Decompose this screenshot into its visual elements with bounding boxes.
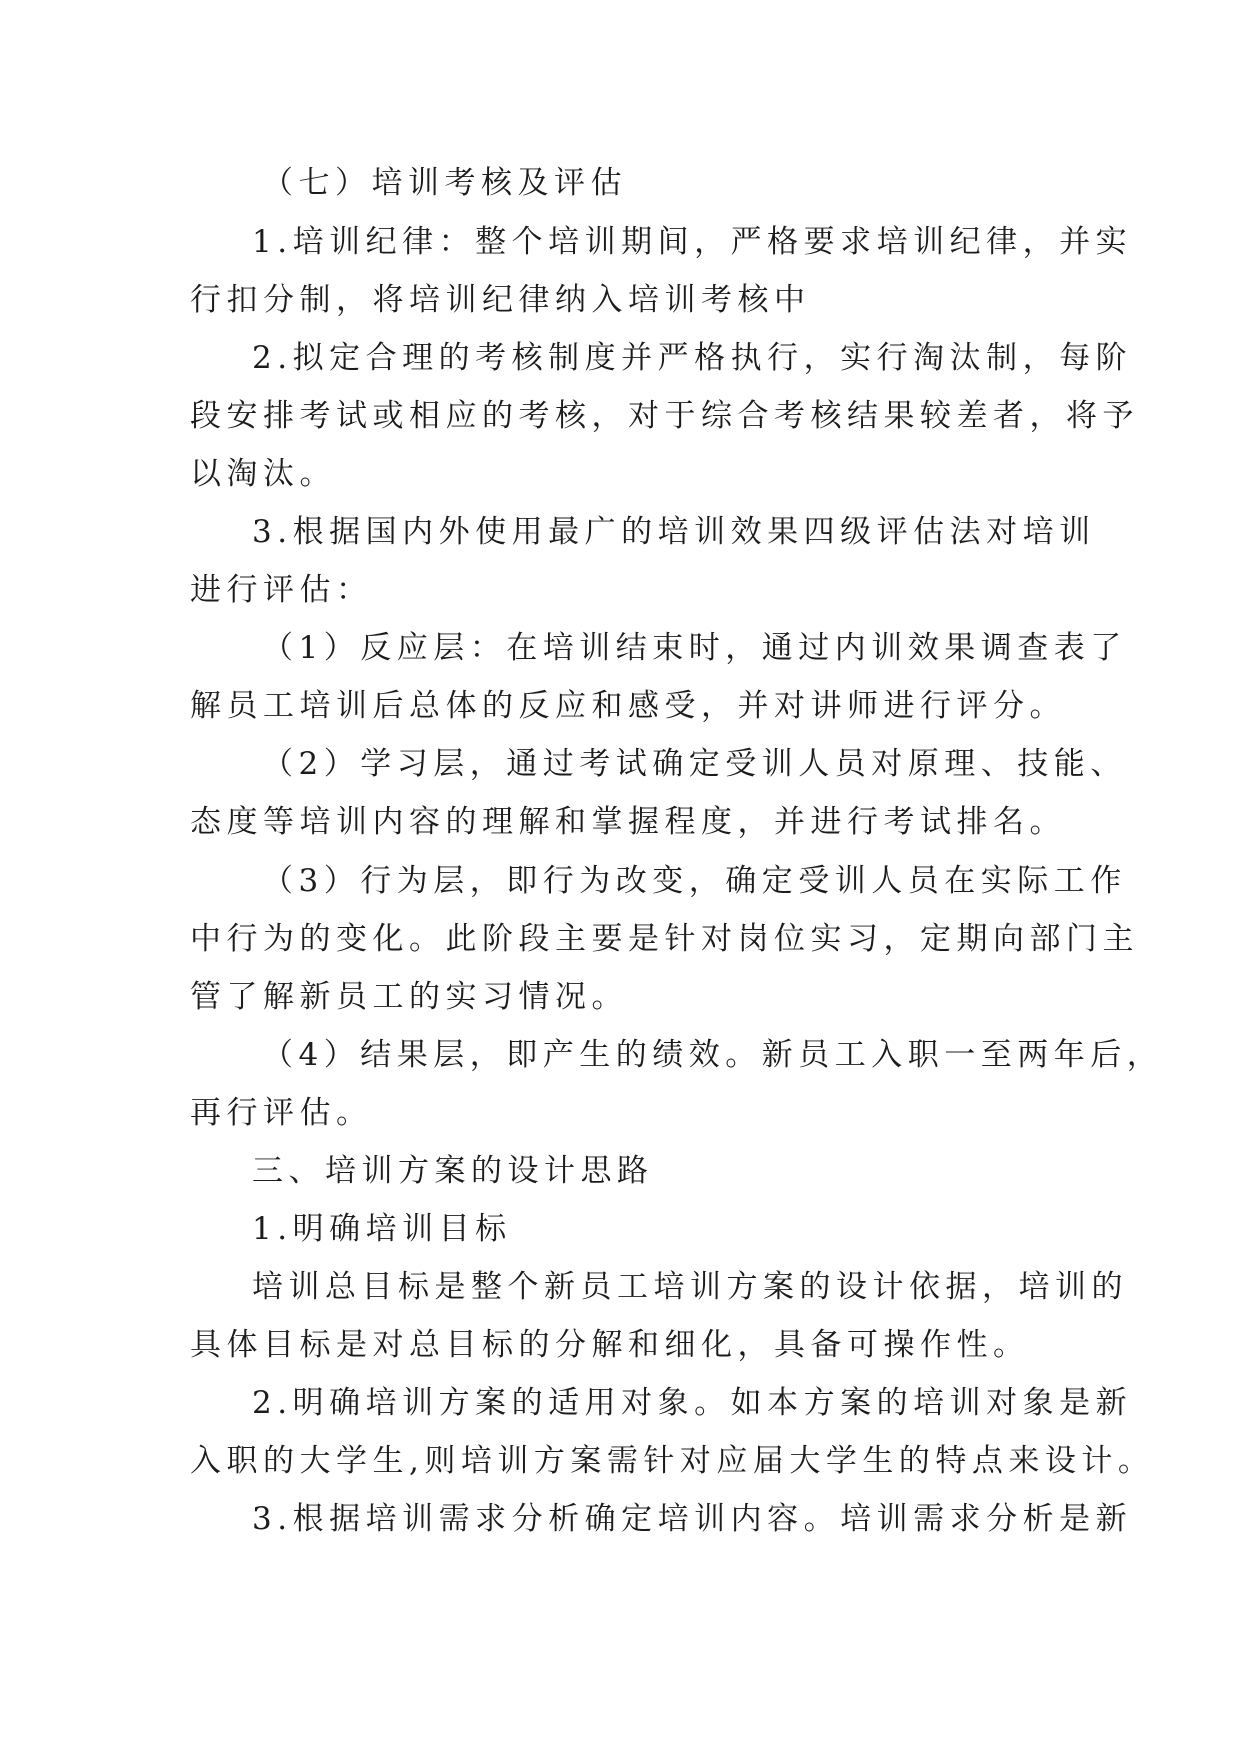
paragraph-line: 进行评估： — [190, 572, 373, 608]
paragraph-line: （3）行为层，即行为改变，确定受训人员在实际工作 — [262, 863, 1127, 899]
paragraph-line: 3.根据国内外使用最广的培训效果四级评估法对培训 — [252, 514, 1096, 550]
section-heading-assessment: （七）培训考核及评估 — [262, 165, 627, 201]
paragraph-line: （1）反应层：在培训结束时，通过内训效果调查表了 — [262, 630, 1127, 666]
section-heading-design: 三、培训方案的设计思路 — [252, 1153, 654, 1189]
paragraph-line: 具体目标是对总目标的分解和细化，具备可操作性。 — [190, 1327, 1030, 1363]
paragraph-line: 2.明确培训方案的适用对象。如本方案的培训对象是新 — [252, 1385, 1133, 1421]
paragraph-line: 培训总目标是整个新员工培训方案的设计依据，培训的 — [252, 1269, 1128, 1305]
paragraph-line: 3.根据培训需求分析确定培训内容。培训需求分析是新 — [252, 1501, 1133, 1537]
paragraph-line: 入职的大学生,则培训方案需针对应届大学生的特点来设计。 — [190, 1443, 1155, 1479]
paragraph-line: 态度等培训内容的理解和掌握程度，并进行考试排名。 — [190, 804, 1066, 840]
paragraph-line: 再行评估。 — [190, 1095, 373, 1131]
paragraph-line: （2）学习层，通过考试确定受训人员对原理、技能、 — [262, 746, 1127, 782]
paragraph-line: 管了解新员工的实习情况。 — [190, 979, 628, 1015]
paragraph-line: 中行为的变化。此阶段主要是针对岗位实习，定期向部门主 — [190, 921, 1139, 957]
subheading-line: 1.明确培训目标 — [252, 1211, 512, 1247]
paragraph-line: 1.培训纪律：整个培训期间，严格要求培训纪律，并实 — [252, 224, 1133, 260]
paragraph-line: 段安排考试或相应的考核，对于综合考核结果较差者，将予 — [190, 398, 1139, 434]
paragraph-line: （4）结果层，即产生的绩效。新员工入职一至两年后， — [262, 1037, 1164, 1073]
paragraph-line: 解员工培训后总体的反应和感受，并对讲师进行评分。 — [190, 688, 1066, 724]
paragraph-line: 以淘汰。 — [190, 456, 336, 492]
paragraph-line: 2.拟定合理的考核制度并严格执行，实行淘汰制，每阶 — [252, 340, 1133, 376]
paragraph-line: 行扣分制，将培训纪律纳入培训考核中 — [190, 282, 811, 318]
